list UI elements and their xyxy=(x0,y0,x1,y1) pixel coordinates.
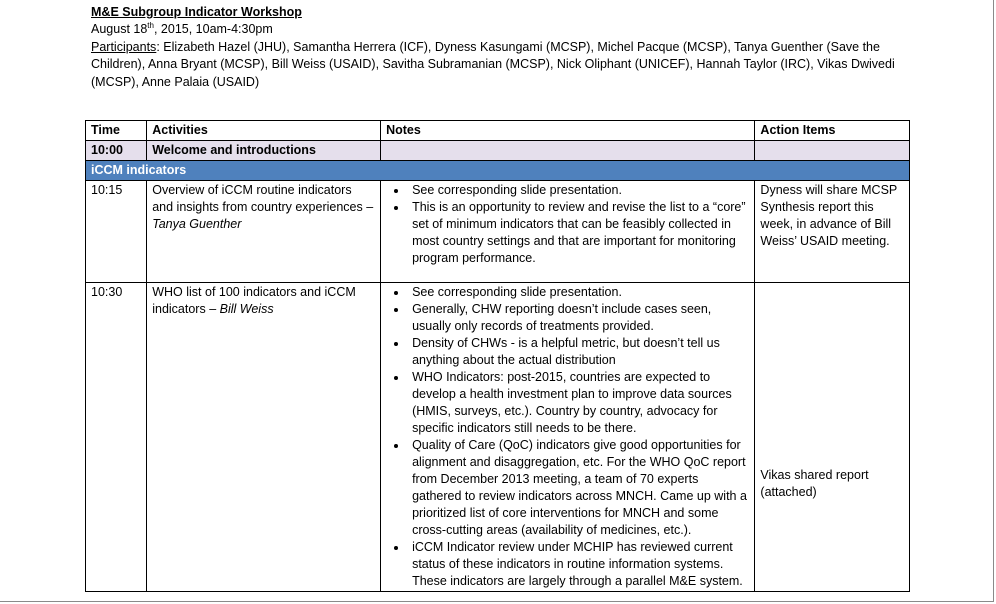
meeting-date xyxy=(91,21,911,39)
row-activity xyxy=(147,181,381,283)
note-item: • Generally, CHW reporting doesn’t include cases seen, usually only records of treatments provided. xyxy=(408,301,749,335)
section-row xyxy=(86,161,910,181)
column-header-time: Time xyxy=(86,121,147,141)
row-action-items: Dyness will share MCSP Synthesis report this week, in advance of Bill Weiss’ USAID meeting. xyxy=(755,181,910,283)
activity-text: WHO list of 100 indicators and iCCM indicators – xyxy=(152,285,356,316)
presenter-name: Tanya Guenther xyxy=(152,217,242,231)
row-time: 10:15 xyxy=(86,181,147,283)
welcome-row xyxy=(86,141,910,161)
note-item: • Density of CHWs - is a helpful metric, but doesn’t tell us anything about the actual distribution xyxy=(408,335,749,369)
date-prefix: August 18 xyxy=(91,22,148,36)
row-activity xyxy=(147,283,381,592)
note-item: • This is an opportunity to review and revise the list to a “core” set of minimum indicators that can be feasibly collected in most country settings and that are important for monitoring program performance. xyxy=(408,199,749,267)
participants-line-3: (MCSP), Anne Palaia (USAID) xyxy=(91,74,260,89)
agenda-table xyxy=(85,120,910,592)
section-title: iCCM indicators xyxy=(86,161,910,181)
date-rest: , 2015, 10am-4:30pm xyxy=(153,22,273,36)
row-notes xyxy=(381,181,755,283)
participants-line-2: Children), Anna Bryant (MCSP), Bill Weiss (USAID), Savitha Subramanian (MCSP), Nick Oliphant (UNICEF), Hannah Taylor (IRC), Vikas Dwivedi xyxy=(91,57,895,71)
participants-label: Participants xyxy=(91,39,157,54)
note-item: • Quality of Care (QoC) indicators give good opportunities for alignment and disaggregation, etc. For the WHO QoC report from December 2013 meeting, a team of 70 experts gathered to review indicators across MNCH. Came up with a prioritized list of core interventions for MNCH and some cross-cutting areas (availability of medicines, etc.). xyxy=(408,437,749,539)
column-header-activities: Activities xyxy=(147,121,381,141)
activity-text: Overview of iCCM routine indicators and insights from country experiences – xyxy=(152,183,374,214)
document-title: M&E Subgroup Indicator Workshop xyxy=(91,5,302,19)
table-row xyxy=(86,181,910,283)
note-item: • WHO Indicators: post-2015, countries are expected to develop a health investment plan to improve data sources (HMIS, surveys, etc.). Country by country, advocacy for specific indicators still needs to be there. xyxy=(408,369,749,437)
table-header-row xyxy=(86,121,910,141)
note-item: • iCCM Indicator review under MCHIP has reviewed current status of these indicators in routine information systems. These indicators are largely through a parallel M&E system. xyxy=(408,539,749,590)
welcome-notes xyxy=(381,141,755,161)
document-page xyxy=(91,4,911,91)
row-action-items: Vikas shared report (attached) xyxy=(755,283,910,592)
welcome-time: 10:00 xyxy=(86,141,147,161)
welcome-activity: Welcome and introductions xyxy=(147,141,381,161)
welcome-action xyxy=(755,141,910,161)
row-notes xyxy=(381,283,755,592)
column-header-action-items: Action Items xyxy=(755,121,910,141)
participants-text-1: : Elizabeth Hazel (JHU), Samantha Herrera (ICF), Dyness Kasungami (MCSP), Michel Pacque (MCSP), Tanya Guenther (Save the xyxy=(156,39,880,54)
presenter-name: Bill Weiss xyxy=(219,302,274,316)
date-suffix: th xyxy=(147,20,154,30)
note-item: • See corresponding slide presentation. xyxy=(408,182,749,199)
table-row xyxy=(86,283,910,592)
participants-line-1 xyxy=(91,39,911,57)
row-time: 10:30 xyxy=(86,283,147,592)
note-item: • See corresponding slide presentation. xyxy=(408,284,749,301)
column-header-notes: Notes xyxy=(381,121,755,141)
